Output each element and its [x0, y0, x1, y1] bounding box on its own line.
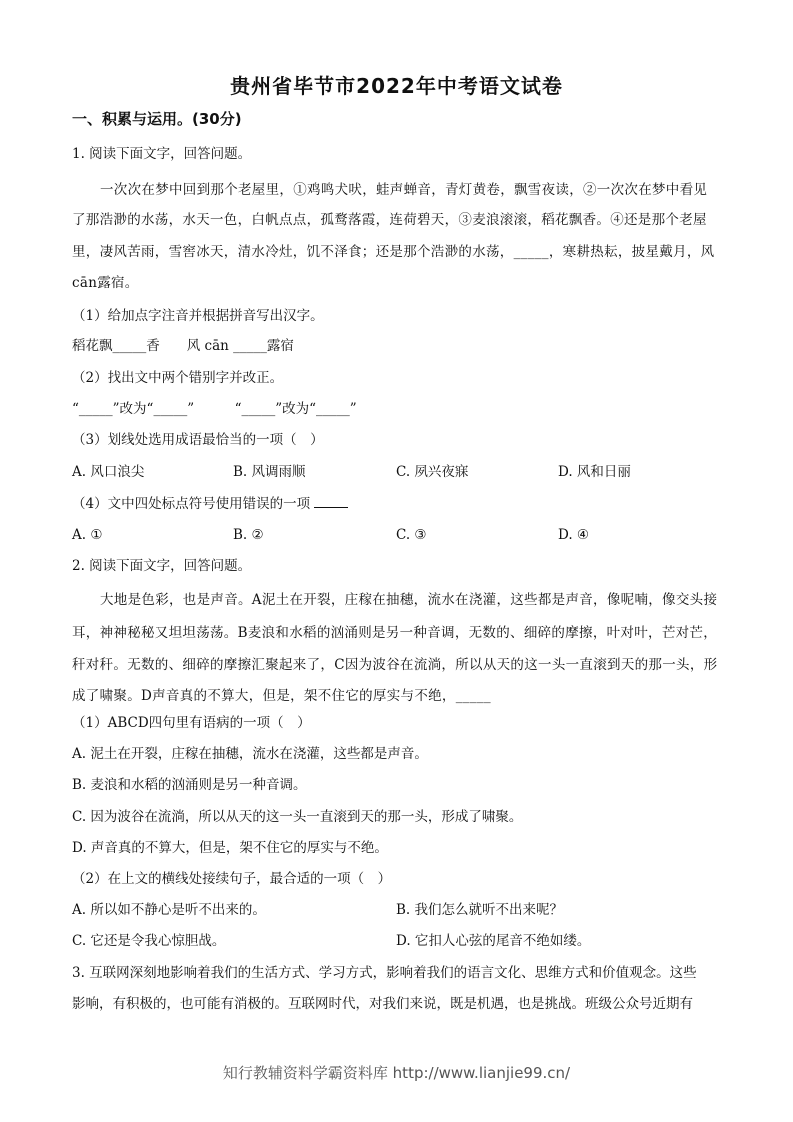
q2-sub2: （2）在上文的横线处接续句子，最合适的一项（ ） — [72, 871, 392, 887]
q1-passage-line: 一次次在梦中回到那个老屋里，①鸡鸣犬吠，蛙声蝉音，青灯黄卷，飘雪夜读，②一次次在梦中看见 — [100, 182, 708, 198]
q1-sub4 — [72, 495, 348, 513]
q2-sub2-option-b[interactable]: B. 我们怎么就听不出来呢？ — [396, 902, 564, 918]
q2-sub1-option-a[interactable]: A. 泥土在开裂，庄稼在抽穗，流水在浇灌，这些都是声音。 — [72, 746, 428, 762]
q2-sub1-option-c[interactable]: C. 因为波谷在流淌，所以从天的这一头一直滚到天的那一头，形成了啸聚。 — [72, 809, 523, 825]
q2-passage-line: 大地是色彩，也是声音。A泥土在开裂，庄稼在抽穗，流水在浇灌，这些都是声音，像呢喃，像交头接 — [100, 592, 718, 608]
q2-sub2-option-d[interactable]: D. 它扣人心弦的尾音不绝如缕。 — [396, 933, 591, 949]
q1-sub4-option-d[interactable]: D. ④ — [558, 527, 590, 543]
q1-sub2: （2）找出文中两个错别字并改正。 — [72, 370, 284, 386]
q2-passage-line: 秆对秆。无数的、细碎的摩擦汇聚起来了，C因为波谷在流淌，所以从天的这一头一直滚到天的那一头，形 — [72, 657, 718, 673]
q1-sub3-option-b[interactable]: B. 风调雨顺 — [233, 464, 306, 480]
q1-sub1-answer-line: 稻花飘_____香 风 cān _____露宿 — [72, 338, 294, 354]
q1-passage-line: 里，凄风苦雨，雪窖冰天，清水冷灶，饥不泽食；还是那个浩渺的水荡，_____，寒耕热耘，披星戴月，风 — [72, 244, 715, 260]
q1-sub3-option-a[interactable]: A. 风口浪尖 — [72, 464, 145, 480]
q2-stem: 2. 阅读下面文字，回答问题。 — [72, 558, 252, 574]
q1-sub3-option-d[interactable]: D. 风和日丽 — [558, 464, 631, 480]
q3-line: 3. 互联网深刻地影响着我们的生活方式、学习方式，影响着我们的语言文化、思维方式和价值观念。这些 — [72, 965, 697, 981]
q3-line: 影响，有积极的，也可能有消极的。互联网时代，对我们来说，既是机遇，也是挑战。班级公众号近期有 — [72, 996, 693, 1012]
q1-sub2-answer-line: “_____”改为“_____” “_____”改为“_____” — [72, 401, 357, 417]
q2-sub1-option-d[interactable]: D. 声音真的不算大，但是，架不住它的厚实与不绝。 — [72, 840, 388, 856]
answer-blank[interactable] — [314, 495, 348, 508]
q1-sub4-option-c[interactable]: C. ③ — [396, 527, 427, 543]
q1-sub3: （3）划线处选用成语最恰当的一项（ ） — [72, 432, 324, 448]
q1-sub4-option-a[interactable]: A. ① — [72, 527, 103, 543]
q2-sub2-option-c[interactable]: C. 它还是令我心惊胆战。 — [72, 933, 226, 949]
q2-passage-line: 耳，神神秘秘又坦坦荡荡。B麦浪和水稻的汹涌则是另一种音调，无数的、细碎的摩擦，叶对叶，芒对芒， — [72, 625, 718, 641]
q2-passage-line: 成了啸聚。D声音真的不算大，但是，架不住它的厚实与不绝，_____ — [72, 688, 491, 704]
q2-sub1: （1）ABCD四句里有语病的一项（ ） — [72, 715, 311, 731]
q1-stem: 1. 阅读下面文字，回答问题。 — [72, 146, 252, 162]
q1-sub4-text: （4）文中四处标点符号使用错误的一项 — [72, 496, 311, 512]
section-heading: 一、积累与运用。(30分) — [72, 110, 242, 128]
q1-passage-line: 了那浩渺的水荡，水天一色，白帆点点，孤鹜落霞，连荷碧天，③麦浪滚滚，稻花飘香。④还是那个老屋 — [72, 212, 707, 228]
footer-watermark: 知行教辅资料学霸资料库 http://www.lianjie99.cn/ — [222, 1064, 571, 1082]
q1-passage-line: cān露宿。 — [72, 275, 139, 291]
q1-sub1: （1）给加点字注音并根据拼音写出汉字。 — [72, 308, 324, 324]
q2-sub2-option-a[interactable]: A. 所以如不静心是听不出来的。 — [72, 902, 266, 918]
q2-sub1-option-b[interactable]: B. 麦浪和水稻的汹涌则是另一种音调。 — [72, 777, 307, 793]
exam-title: 贵州省毕节市2022年中考语文试卷 — [230, 74, 563, 98]
q1-sub4-option-b[interactable]: B. ② — [233, 527, 264, 543]
q1-sub3-option-c[interactable]: C. 夙兴夜寐 — [396, 464, 469, 480]
